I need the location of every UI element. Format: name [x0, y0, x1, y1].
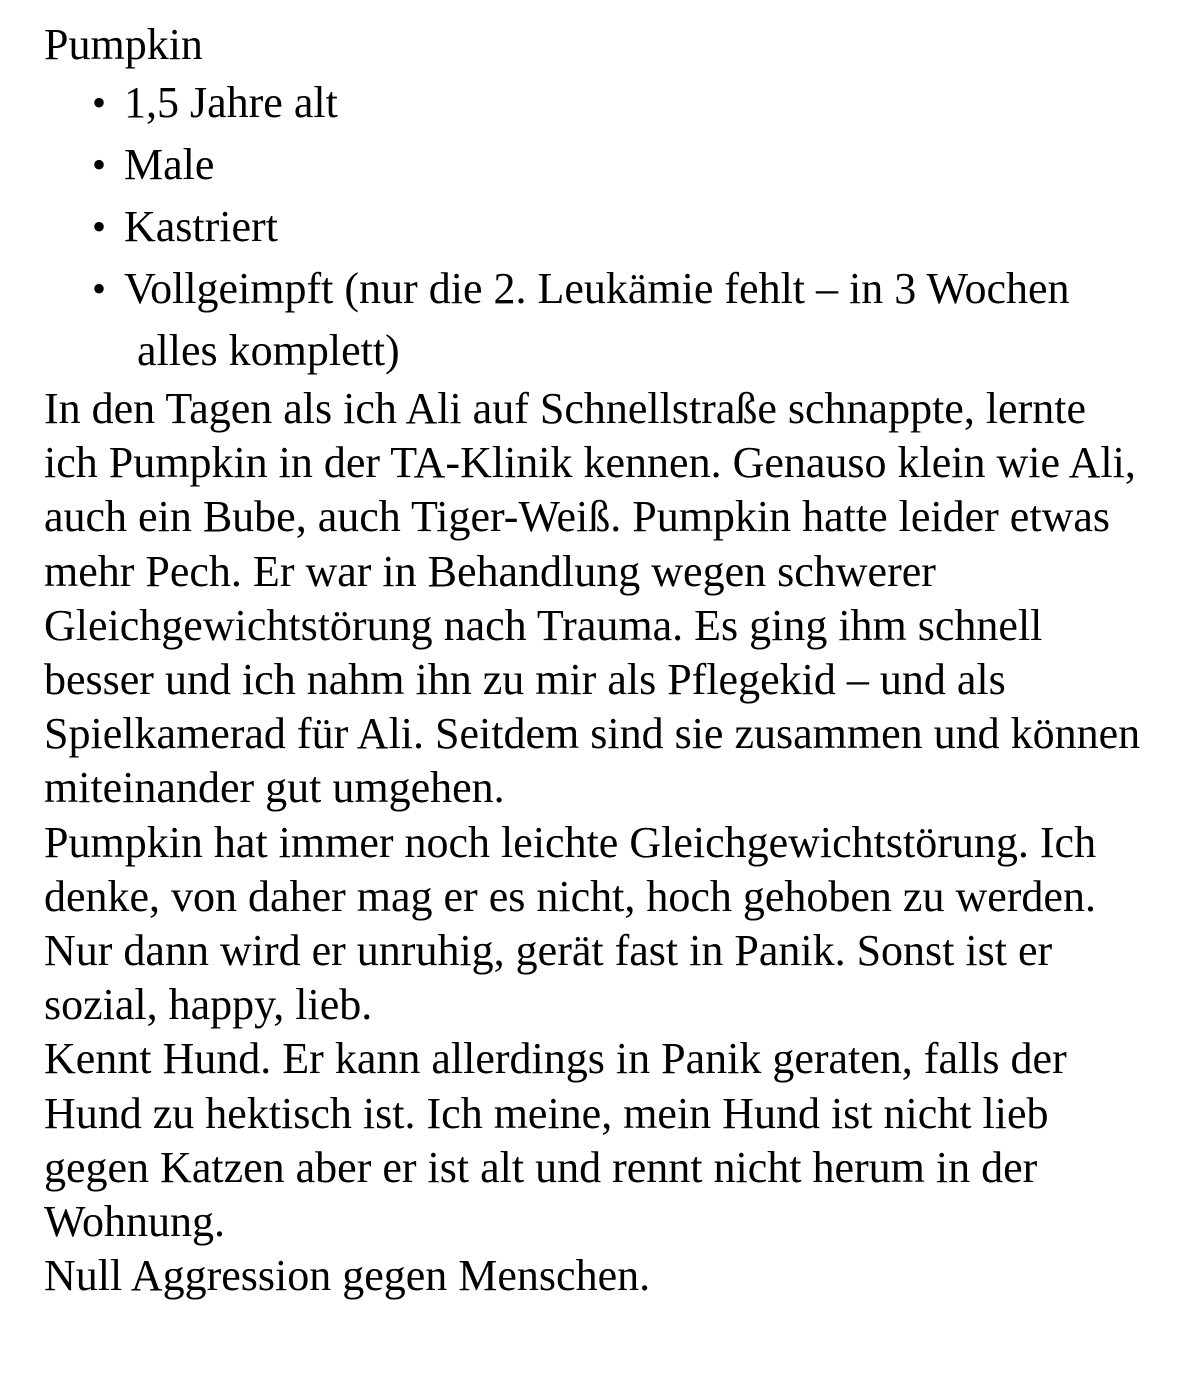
page-title: Pumpkin	[44, 20, 203, 69]
text-line: Hund zu hektisch ist. Ich meine, mein Hund ist nicht lieb	[44, 1088, 1049, 1138]
list-item	[44, 134, 1201, 196]
text-line: mehr Pech. Er war in Behandlung wegen schwerer	[44, 546, 936, 596]
fact-text: Vollgeimpft (nur die 2. Leukämie fehlt – in 3 Wochen	[124, 264, 1070, 313]
text-line: gegen Katzen aber er ist alt und rennt nicht herum in der	[44, 1142, 1038, 1192]
paragraph-balance	[44, 816, 1201, 1033]
facts-list	[44, 72, 1201, 382]
list-item	[44, 72, 1201, 134]
paragraph-dog	[44, 1032, 1201, 1249]
text-line: ich Pumpkin in der TA-Klinik kennen. Genauso klein wie Ali,	[44, 438, 1136, 488]
text-line: Null Aggression gegen Menschen.	[44, 1251, 651, 1301]
text-line: Gleichgewichtstörung nach Trauma. Es ging ihm schnell	[44, 600, 1043, 650]
text-line: miteinander gut umgehen.	[44, 763, 505, 813]
bullet-icon: •	[92, 80, 107, 125]
paragraph-people	[44, 1249, 1201, 1303]
fact-text: Kastriert	[124, 202, 278, 251]
text-line: Spielkamerad für Ali. Seitdem sind sie zusammen und können	[44, 709, 1141, 759]
bullet-icon: •	[92, 266, 107, 311]
text-line: Pumpkin hat immer noch leichte Gleichgewichtstörung. Ich	[44, 817, 1097, 867]
text-line: sozial, happy, lieb.	[44, 980, 373, 1030]
text-line: In den Tagen als ich Ali auf Schnellstraße schnappte, lernte	[44, 384, 1086, 433]
text-line: auch ein Bube, auch Tiger-Weiß. Pumpkin hatte leider etwas	[44, 492, 1110, 542]
text-line: denke, von daher mag er es nicht, hoch gehoben zu werden.	[44, 871, 1096, 921]
fact-text: Male	[124, 140, 215, 189]
fact-text-continued: alles komplett)	[137, 326, 400, 375]
document	[44, 18, 1201, 1303]
bullet-icon: •	[92, 142, 107, 187]
text-line: Wohnung.	[44, 1197, 226, 1247]
fact-text: 1,5 Jahre alt	[124, 78, 338, 127]
bullet-icon: •	[92, 204, 107, 249]
list-item	[44, 196, 1201, 258]
paragraph-story	[44, 382, 1201, 816]
text-line: Nur dann wird er unruhig, gerät fast in Panik. Sonst ist er	[44, 926, 1053, 976]
text-line: besser und ich nahm ihn zu mir als Pflegekid – und als	[44, 655, 1006, 705]
text-line: Kennt Hund. Er kann allerdings in Panik geraten, falls der	[44, 1034, 1067, 1084]
list-item	[44, 258, 1201, 382]
